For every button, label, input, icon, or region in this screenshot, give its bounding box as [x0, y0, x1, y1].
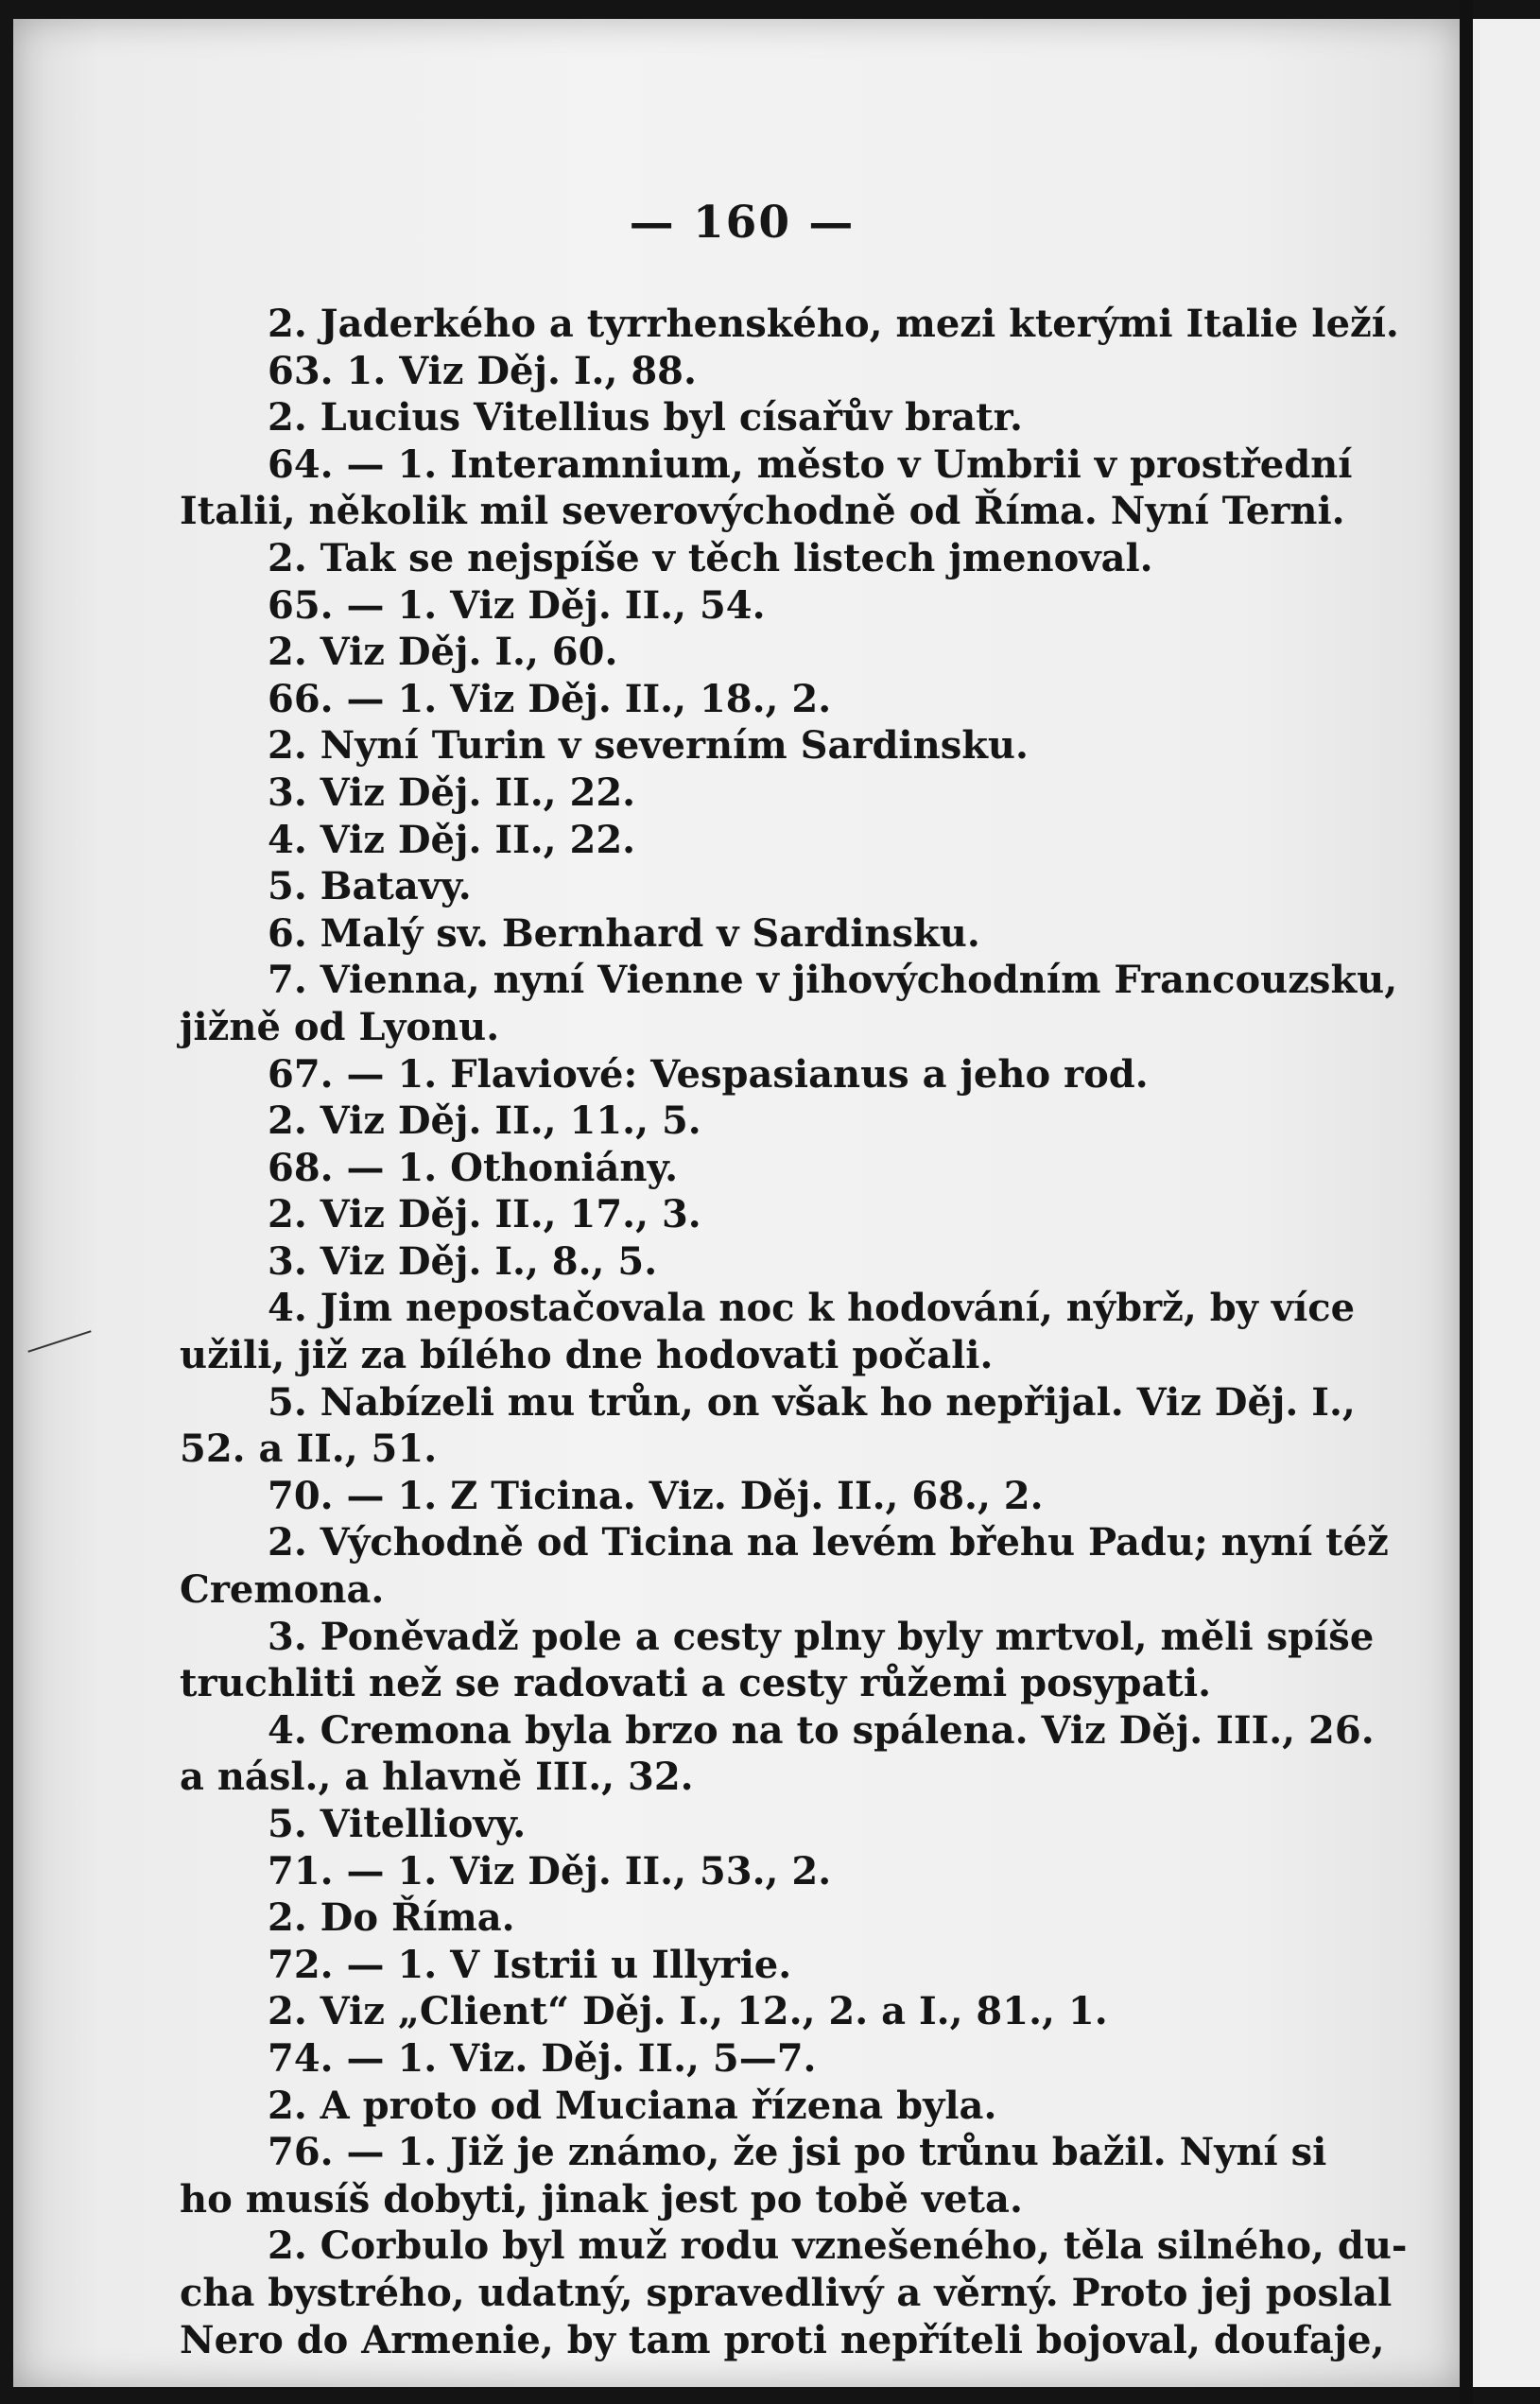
- text-line: 71. — 1. Viz Děj. II., 53., 2.: [268, 1848, 832, 1894]
- text-line: 2. A proto od Muciana řízena byla.: [268, 2083, 997, 2128]
- text-line: 4. Jim nepostačovala noc k hodování, nýbrž, by více: [268, 1286, 1356, 1331]
- text-line: jižně od Lyonu.: [180, 1004, 500, 1049]
- text-line: Cremona.: [180, 1567, 385, 1613]
- text-line: 72. — 1. V Istrii u Illyrie.: [268, 1942, 792, 1987]
- body-text: [180, 301, 1408, 2363]
- text-line: 76. — 1. Již je známo, že jsi po trůnu bažil. Nyní si: [268, 2130, 1327, 2175]
- text-line: 4. Cremona byla brzo na to spálena. Viz Děj. III., 26.: [268, 1707, 1375, 1753]
- text-line: 4. Viz Děj. II., 22.: [268, 817, 636, 862]
- text-line: 3. Viz Děj. II., 22.: [268, 770, 636, 815]
- text-line: 52. a II., 51.: [180, 1427, 438, 1472]
- text-line: 5. Nabízeli mu trůn, on však ho nepřijal. Viz Děj. I.,: [268, 1379, 1356, 1425]
- text-line: 67. — 1. Flaviové: Vespasianus a jeho rod.: [268, 1051, 1149, 1097]
- text-line: Nero do Armenie, by tam proti nepříteli bojoval, doufaje,: [180, 2317, 1385, 2362]
- text-line: 2. Viz Děj. I., 60.: [268, 630, 618, 675]
- text-line: 2. Východně od Ticina na levém břehu Padu; nyní též: [268, 1520, 1389, 1565]
- text-line: 2. Corbulo byl muž rodu vznešeného, těla silného, du-: [268, 2223, 1408, 2269]
- text-line: 2. Do Říma.: [268, 1895, 515, 1941]
- text-line: truchliti než se radovati a cesty růžemi posypati.: [180, 1661, 1211, 1706]
- page-gutter-shadow: [1460, 0, 1473, 2404]
- text-line: 5. Vitelliovy.: [268, 1802, 527, 1846]
- text-line: 5. Batavy.: [268, 864, 472, 909]
- text-line: a násl., a hlavně III., 32.: [180, 1755, 694, 1800]
- text-line: 2. Tak se nejspíše v těch listech jmenoval.: [268, 535, 1153, 580]
- text-line: 66. — 1. Viz Děj. II., 18., 2.: [268, 676, 832, 721]
- text-line: 3. Viz Děj. I., 8., 5.: [268, 1238, 658, 1284]
- text-line: 7. Vienna, nyní Vienne v jihovýchodním Francouzsku,: [268, 958, 1398, 1003]
- page-number-header: — 160 —: [629, 197, 856, 249]
- text-line: 6. Malý sv. Bernhard v Sardinsku.: [268, 910, 980, 956]
- text-line: 3. Poněvadž pole a cesty plny byly mrtvol, měli spíše: [268, 1614, 1375, 1659]
- text-line: 2. Lucius Vitellius byl císařův bratr.: [268, 395, 1023, 441]
- text-line: ho musíš dobyti, jinak jest po tobě veta.: [180, 2176, 1023, 2222]
- text-line: 2. Jaderkého a tyrrhenského, mezi kterými Italie leží.: [268, 302, 1399, 346]
- adjacent-page-edge: [1473, 19, 1540, 2387]
- text-line: 70. — 1. Z Ticina. Viz. Děj. II., 68., 2.: [268, 1473, 1044, 1518]
- text-line: 65. — 1. Viz Děj. II., 54.: [268, 582, 766, 628]
- text-line: 63. 1. Viz Děj. I., 88.: [268, 348, 697, 393]
- text-line: 68. — 1. Othoniány.: [268, 1145, 679, 1190]
- text-line: 2. Viz Děj. II., 11., 5.: [268, 1098, 701, 1144]
- text-line: 74. — 1. Viz. Děj. II., 5—7.: [268, 2035, 817, 2081]
- text-line: Italii, několik mil severovýchodně od Říma. Nyní Terni.: [180, 489, 1345, 534]
- text-line: 2. Viz Děj. II., 17., 3.: [268, 1192, 701, 1237]
- text-line: 2. Nyní Turin v severním Sardinsku.: [268, 723, 1029, 769]
- text-line: cha bystrého, udatný, spravedlivý a věrný. Proto jej poslal: [180, 2270, 1393, 2315]
- text-line: užili, již za bílého dne hodovati počali.: [180, 1333, 994, 1378]
- text-line: 2. Viz „Client“ Děj. I., 12., 2. a I., 81., 1.: [268, 1989, 1108, 2034]
- text-line: 64. — 1. Interamnium, město v Umbrii v prostřední: [268, 441, 1353, 487]
